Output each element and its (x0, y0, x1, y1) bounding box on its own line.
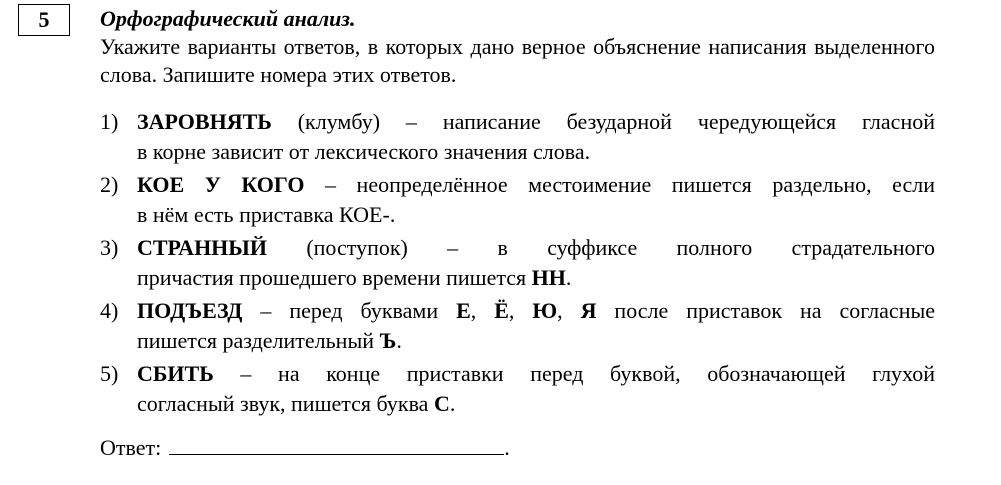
option-text: причастия прошедшего времени пишется (137, 265, 532, 290)
option-line (137, 359, 935, 389)
option-line (137, 389, 935, 419)
option-text: – неопределённое местоимение пишется раздельно, если (304, 172, 935, 197)
option-text: , (557, 298, 581, 323)
highlighted-letter: Я (580, 298, 597, 323)
highlighted-letters: Ъ (379, 328, 397, 353)
option-text: после приставок на согласные (596, 298, 936, 323)
highlighted-letter: Ю (532, 298, 558, 323)
option-text: . (565, 265, 572, 290)
highlighted-word: СТРАННЫЙ (137, 235, 268, 260)
option-text: , (508, 298, 533, 323)
highlighted-word: ПОДЪЕЗД (137, 298, 243, 323)
task-title: Орфографический анализ. (100, 6, 356, 31)
option-line (137, 233, 935, 263)
option-text: . (449, 391, 456, 416)
option-text: . (396, 328, 402, 353)
option-number: 5) (100, 361, 119, 386)
task-instructions: Укажите варианты ответов, в которых дано верное объяснение написания выделенного слова. Запишите номера этих ответов. (100, 34, 935, 87)
option-line (137, 326, 935, 356)
option-number: 3) (100, 235, 119, 260)
option-5 (100, 359, 935, 419)
option-line (137, 107, 935, 137)
answer-label: Ответ: (100, 435, 162, 460)
option-1 (100, 107, 935, 167)
option-text: пишется разделительный (137, 328, 380, 353)
highlighted-letters: С (433, 391, 450, 416)
option-text: – перед буквами (242, 298, 457, 323)
highlighted-word: КОЕ У КОГО (137, 172, 305, 197)
option-line (137, 170, 935, 200)
answer-end: . (504, 435, 510, 460)
task-header (100, 5, 935, 89)
option-number: 2) (100, 172, 119, 197)
option-text: в корне зависит от лексического значения слова. (137, 139, 591, 164)
highlighted-letters: НН (531, 265, 566, 290)
option-number: 1) (100, 109, 119, 134)
option-line (137, 296, 935, 326)
option-text: – на конце приставки перед буквой, обозначающей глухой (213, 361, 935, 386)
task-number-box (18, 4, 70, 36)
answer-row (100, 432, 510, 463)
option-2 (100, 170, 935, 230)
option-text: согласный звук, пишется буква (137, 391, 434, 416)
task-number: 5 (38, 7, 50, 32)
option-line (137, 263, 935, 293)
answer-options (100, 107, 935, 422)
option-number: 4) (100, 298, 119, 323)
option-text: в нём есть приставка КОЕ-. (137, 202, 396, 227)
highlighted-letter: Ё (494, 298, 509, 323)
highlighted-word: ЗАРОВНЯТЬ (137, 109, 272, 134)
answer-field[interactable] (169, 432, 504, 455)
option-3 (100, 233, 935, 293)
highlighted-letter: Е (456, 298, 471, 323)
option-text: (клумбу) – написание безударной чередующейся гласной (271, 109, 935, 134)
option-text: (поступок) – в суффиксе полного страдательного (267, 235, 935, 260)
highlighted-word: СБИТЬ (137, 361, 214, 386)
option-4 (100, 296, 935, 356)
option-text: , (470, 298, 495, 323)
